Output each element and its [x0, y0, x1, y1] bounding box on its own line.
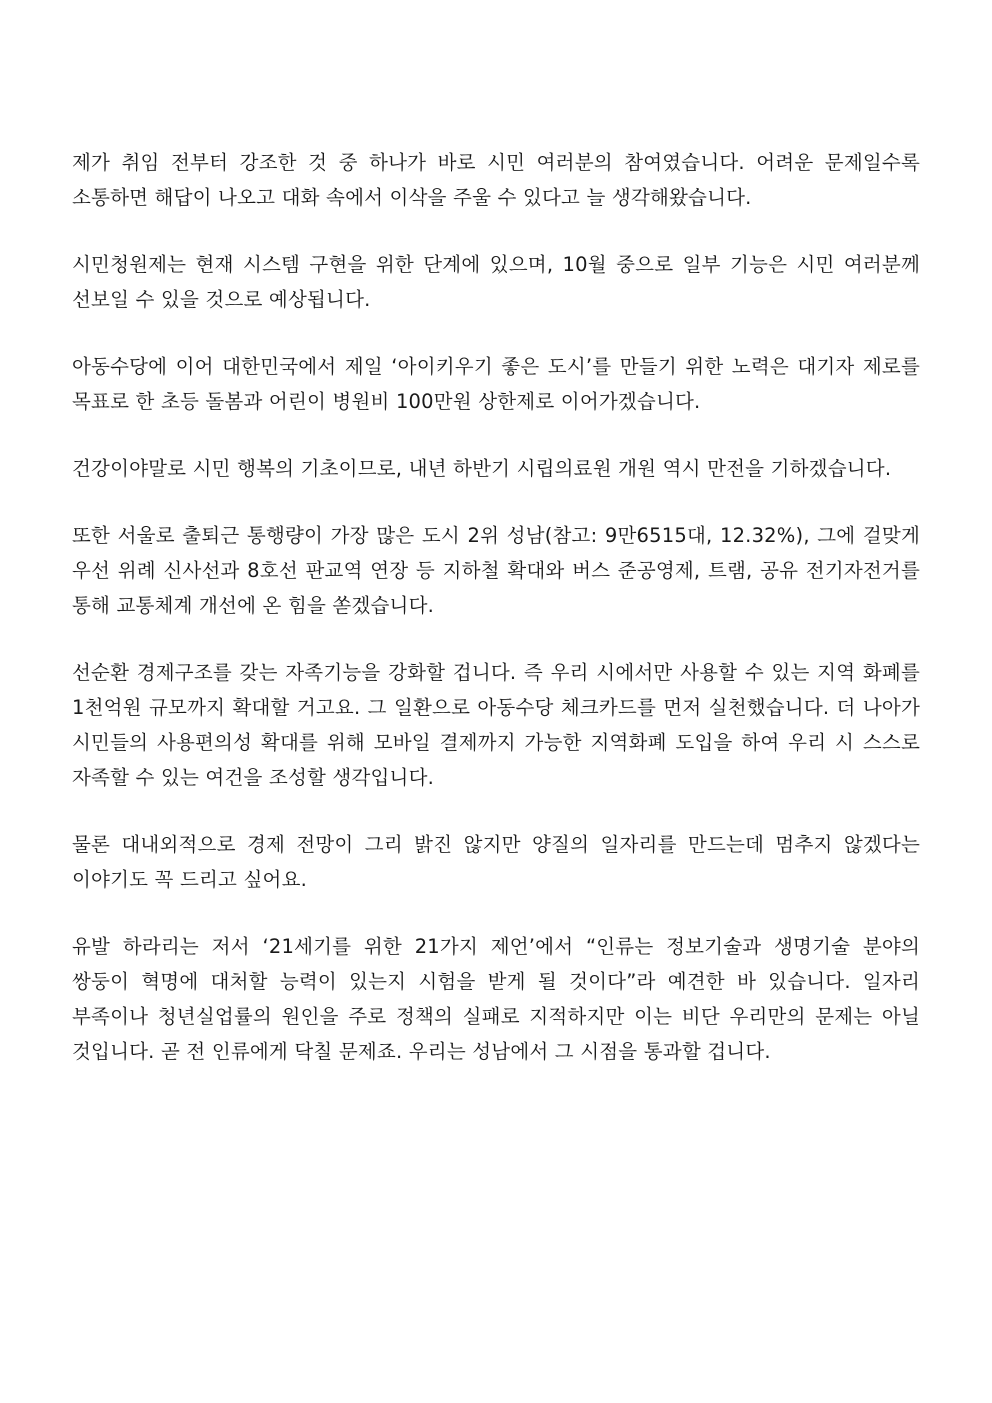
document-body [72, 145, 920, 1101]
paragraph-jobs: 물론 대내외적으로 경제 전망이 그리 밝진 않지만 양질의 일자리를 만드는데 멈추지 않겠다는 이야기도 꼭 드리고 싶어요. [72, 833, 920, 891]
paragraph-local-currency: 선순환 경제구조를 갖는 자족기능을 강화할 겁니다. 즉 우리 시에서만 사용할 수 있는 지역 화폐를 1천억원 규모까지 확대할 거고요. 그 일환으로 아동수당 체크카드를 먼저 실천했습니다. 더 나아가 시민들의 사용편의성 확대를 위해 모바일 결제까지 가능한 지역화폐 도입을 하여 우리 시 스스로 자족할 수 있는 여건을 조성할 생각입니다. [72, 661, 920, 789]
paragraph-health: 건강이야말로 시민 행복의 기초이므로, 내년 하반기 시립의료원 개원 역시 만전을 기하겠습니다. [72, 457, 892, 480]
paragraph-transportation: 또한 서울로 출퇴근 통행량이 가장 많은 도시 2위 성남(참고: 9만6515대, 12.32%), 그에 걸맞게 우선 위례 신사선과 8호선 판교역 연장 등 지하철 확대와 버스 준공영제, 트램, 공유 전기자전거를 통해 교통체계 개선에 온 힘을 쏟겠습니다. [72, 524, 920, 617]
paragraph-child-care: 아동수당에 이어 대한민국에서 제일 ‘아이키우기 좋은 도시’를 만들기 위한 노력은 대기자 제로를 목표로 한 초등 돌봄과 어린이 병원비 100만원 상한제로 이어가겠습니다. [72, 355, 920, 413]
paragraph-citizen-petition: 시민청원제는 현재 시스템 구현을 위한 단계에 있으며, 10월 중으로 일부 기능은 시민 여러분께 선보일 수 있을 것으로 예상됩니다. [72, 253, 920, 311]
paragraph-citizen-participation: 제가 취임 전부터 강조한 것 중 하나가 바로 시민 여러분의 참여였습니다. 어려운 문제일수록 소통하면 해답이 나오고 대화 속에서 이삭을 주울 수 있다고 늘 생각해왔습니다. [72, 151, 920, 209]
paragraph-harari-quote: 유발 하라리는 저서 ‘21세기를 위한 21가지 제언’에서 “인류는 정보기술과 생명기술 분야의 쌍둥이 혁명에 대처할 능력이 있는지 시험을 받게 될 것이다”라 예견한 바 있습니다. 일자리 부족이나 청년실업률의 원인을 주로 정책의 실패로 지적하지만 이는 비단 우리만의 문제는 아닐 것입니다. 곧 전 인류에게 닥칠 문제죠. 우리는 성남에서 그 시점을 통과할 겁니다. [72, 935, 920, 1063]
